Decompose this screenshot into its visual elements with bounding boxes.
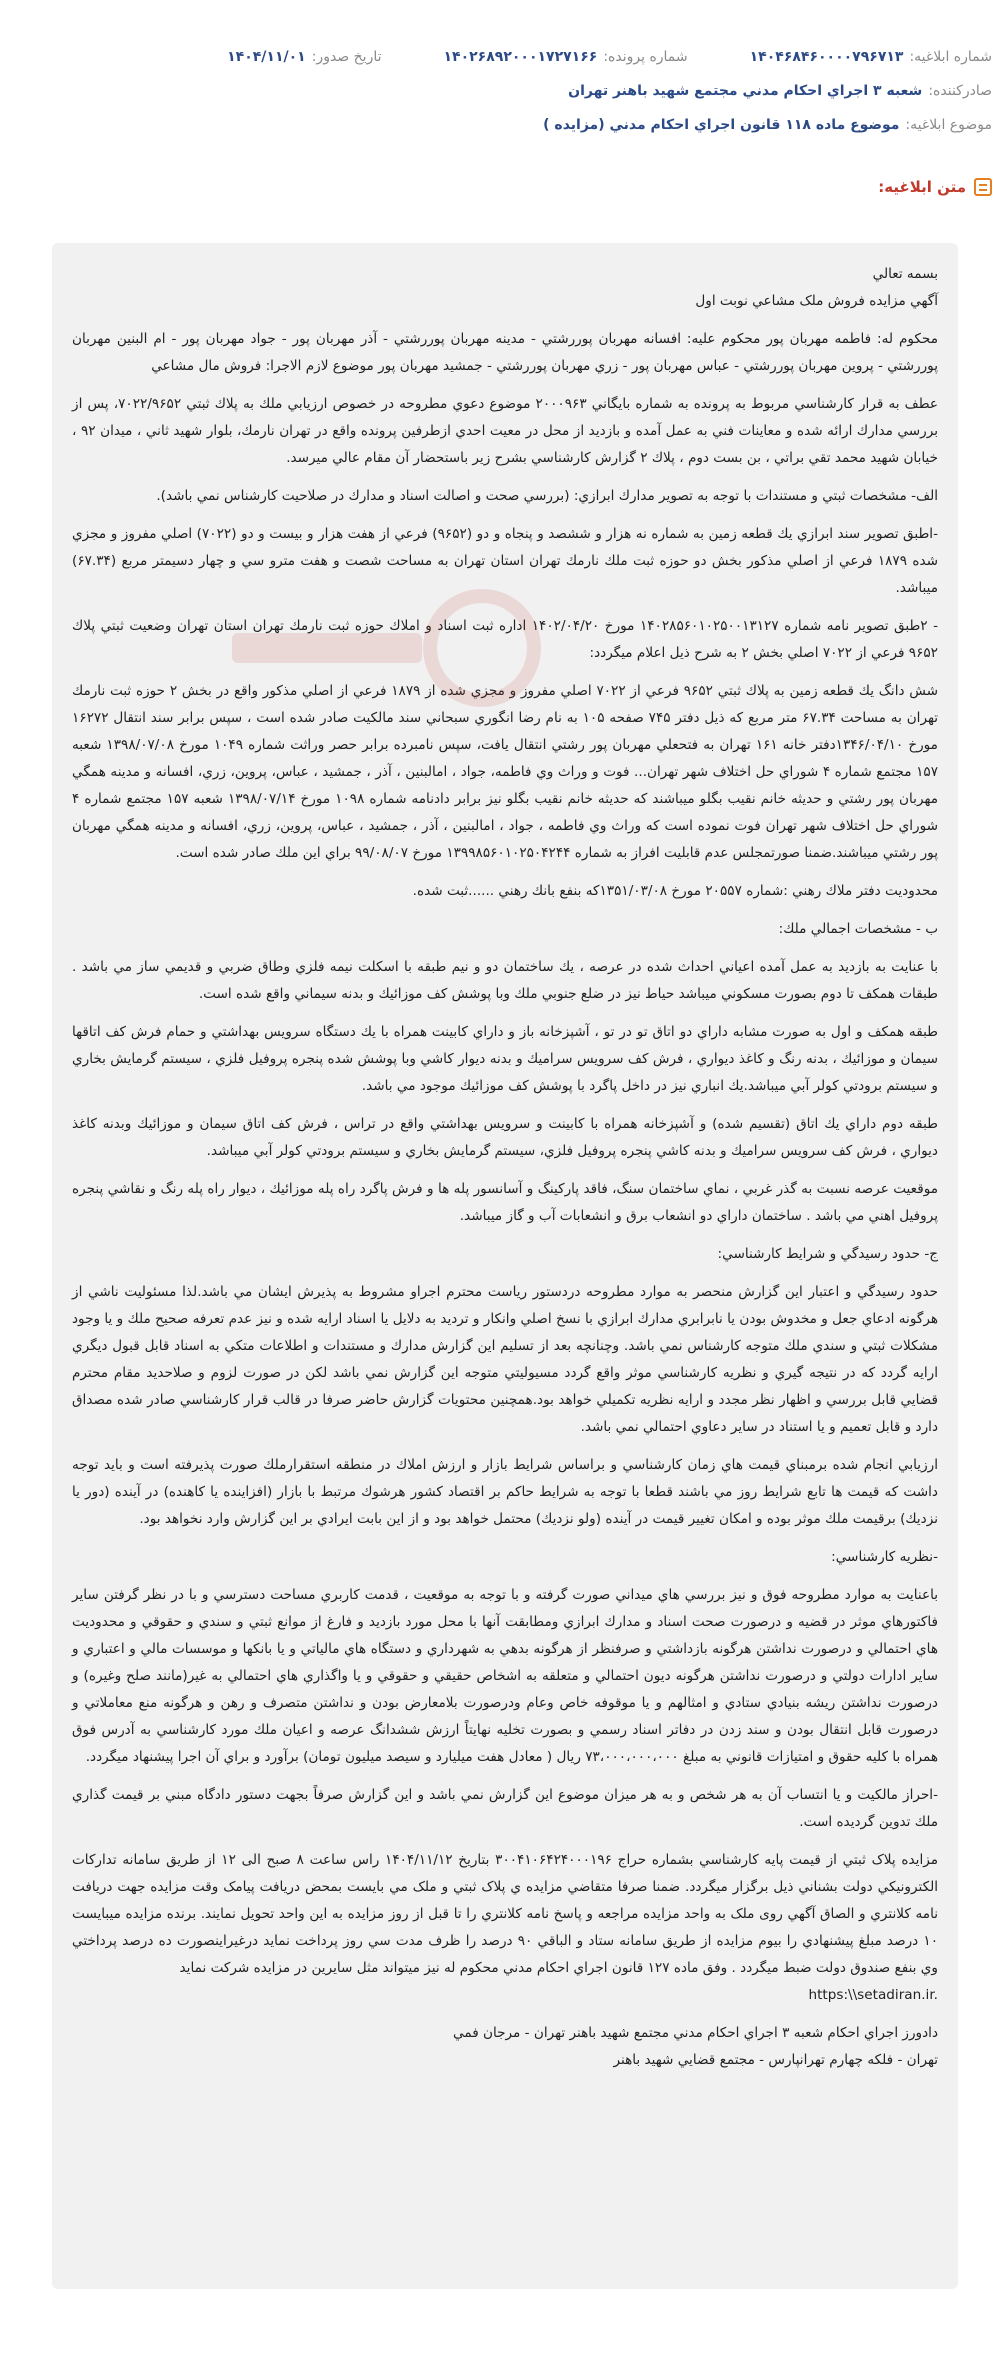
issue-date-label: تاريخ صدور:: [311, 49, 382, 65]
document-icon: [974, 178, 992, 196]
meta-row-numbers: [0, 40, 1000, 74]
expert-opinion-heading: -نظريه كارشناسي:: [831, 1549, 938, 1565]
notice-number: [750, 49, 992, 65]
signature-line: دادورز اجراي احكام شعبه ۳ اجراي احكام مدني مجتمع شهيد باهنر تهران - مرجان فمي: [453, 2025, 938, 2041]
notice-text-header: [0, 174, 992, 200]
bismillah: بسمه تعالي: [872, 266, 938, 282]
expert-opinion-paragraph: باعنايت به موارد مطروحه فوق و نيز بررسي هاي ميداني صورت گرفته و با توجه به موقعيت ، قدمت كاربري مساحت دسترسي و با در نظر گرفتن ساير فاكتورهاي موثر در قضيه و درصورت صحت اسناد و مدارك ابرازي ومطابقت آنها با محل مورد بازديد و فارغ از موانع ثبتي و سندي و حقوقي و محدوديت هاي احتمالي و درصورت نداشتن هرگونه بازداشتي و صرفنظر از هرگونه بدهي به شهرداري و دستگاه هاي مالياتي و يا بانكها و موسسات مالي و اعتباري و ساير ادارات دولتي و درصورت نداشتن هرگونه ديون احتمالي و متعلقه به اشخاص حقيقي و حقوقي و يا واگذاري هاي احتمالي به غير(مانند صلح وغيره) و درصورت نداشتن ريشه بنيادي ستادي و امثالهم و يا موقوفه خاص وعام ودرصورت بلامعارض بودن و نداشتن متصرف و رهن و هرگونه منع معاملاتي و درصورت قابل انتقال بودن و سند زدن در دفاتر اسناد رسمي و بصورت تخليه نهايتاً ارزش ششدانگ عرصه و اعيان ملك مورد كارشناسي به آدرس فوق همراه با كليه حقوق و امتيازات قانوني به مبلغ ۷۳،۰۰۰،۰۰۰،۰۰۰ ريال ( معادل هفت ميليارد و سيصد ميليون تومان) برآورد و براي آن اجرا پيشنهاد ميگردد.: [72, 1587, 938, 1765]
second-floor-paragraph: طبقه دوم داراي يك اتاق (تقسيم شده) و آشپزخانه همراه با كابينت و سرويس بهداشتي واقع در تراس ، فرش كف اتاق سيمان و موزائيك وبدنه كاغذ ديواري ، فرش كف سرويس سراميك و بدنه كاشي پنجره پروفيل فلزي، سيستم گرمايش بخاري و سيستم برودتي كولر آبي ميباشد.: [72, 1116, 938, 1159]
subject-label: موضوع ابلاغيه:: [905, 117, 992, 133]
deed-paragraph: -اطبق تصوير سند ابرازي يك قطعه زمين به شماره نه هزار و ششصد و پنجاه و دو (۹۶۵۲) فرعي از هفت هزار و بيست و دو (۷۰۲۲) اصلي مفروز و مجزي شده ۱۸۷۹ فرعي از اصلي مذكور بخش دو حوزه ثبت ملك نارمك تهران استان تهران به مساحت شصت و هفت مترو سي و چهار دسيمتر مربع (۶۷.۳۴) ميباشد.: [72, 526, 939, 596]
ground-floor-paragraph: طبقه همكف و اول به صورت مشابه داراي دو اتاق تو در تو ، آشپزخانه باز و داراي كابينت همراه با يك دستگاه سرويس بهداشتي و حمام فرش كف اتاقها سيمان و موزائيك ، بدنه رنگ و كاغذ ديواري ، فرش كف سرويس سراميك و بدنه ديوار كاشي وبا پوشش شده پنجره پروفيل فلزي ، سيستم گرمايش بخاري و سيستم برودتي كولر آبي ميباشد.يك انباري نيز در داخل پاگرد با پوشش كف موزائيك موجود مي باشد.: [72, 1024, 938, 1094]
section-c-heading: ج- حدود رسيدگي و شرايط كارشناسي:: [717, 1246, 938, 1262]
building-paragraph: با عنايت به بازديد به عمل آمده اعياني احداث شده در عرصه ، يك ساختمان دو و نيم طبقه با اسكلت نيمه فلزي وطاق ضربي و قديمي ساز مي باشد . طبقات همكف تا دوم بصورت مسكوني ميباشد حياط نيز در ضلع جنوبي ملك وبا پوشش كف موزائيك و بدنه سيماني واقع شده است.: [72, 959, 938, 1002]
case-number-value: ۱۴۰۲۶۸۹۲۰۰۰۱۷۲۷۱۶۶: [443, 49, 598, 65]
notice-title: آگهي مزايده فروش ملک مشاعي نوبت اول: [695, 293, 938, 309]
meta-row-issuer: [0, 74, 1000, 108]
location-paragraph: موقعيت عرصه نسبت به گذر غربي ، نماي ساختمان سنگ، فاقد پاركينگ و آسانسور پله ها و فرش پاگرد راه پله موزائيك ، ديوار راه پله رنگ و نقاشي پنجره پروفيل اهني مي باشد . ساختمان داراي دو انشعاب برق و انشعابات آب و گاز ميباشد.: [72, 1181, 938, 1224]
case-number-label: شماره پرونده:: [603, 49, 688, 65]
notice-number-value: ۱۴۰۴۶۸۴۶۰۰۰۰۷۹۶۷۱۳: [749, 49, 904, 65]
section-a-heading: الف- مشخصات ثبتي و مستندات با توجه به تصوير مدارك ابرازي: (بررسي صحت و اصالت اسناد و مدارك در صلاحيت كارشناس نمي باشد).: [156, 488, 938, 504]
subject-value: موضوع ماده ۱۱۸ قانون اجراي احكام مدني (مزايده ): [543, 117, 900, 133]
case-number: [444, 49, 688, 65]
scope-paragraph: حدود رسيدگي و اعتبار اين گزارش منحصر به موارد مطروحه دردستور رياست محترم اجراو مشروط به پذيرش ايشان مي باشد.لذا مسئوليت ناشي از هرگونه ادعاي جعل و مخدوش بودن يا نابرابري مدارك ابرازي با نسخ اصلي وانكار و ترديد به دلايل يا اسناد ارايه شده و نيز عدم تعرفه صحيح ملك و يا وجود مشكلات ثبتي و سندي ملك متوجه كارشناس نمي باشد. وچنانچه بعد از تسليم اين گزارش مدارك و مستندات و اطلاعات متكي به اسناد قابل قبول ديگري ارايه گردد كه در نتيجه گيري و نظريه كارشناسي موثر واقع گردد مسيوليتي متوجه اين گزارش نمي باشد لكن در صورت لزوم و صلاحديد مقام محترم قضايي قابل بررسي و اظهار نظر مجدد و ارايه نظريه تكميلي خواهد بود.همچنين محتويات گزارش حاضر صرفا در قالب قرار كارشناسي صادر شده مصداق دارد و قابل تعميم و يا استناد در ساير دعاوي احتمالي نمي باشد.: [72, 1284, 938, 1435]
notice-text-title: متن ابلاغيه:: [878, 178, 966, 196]
setad-url[interactable]: https:\\setadiran.ir.: [808, 1987, 938, 2003]
notice-number-label: شماره ابلاغيه:: [909, 49, 992, 65]
intro-paragraph: عطف به قرار کارشناسي مربوط به پرونده به شماره بايگاني ۲۰۰۰۹۶۳ موضوع دعوي مطروحه در خصوص ارزيابي ملك به پلاك ثبتي ۷۰۲۲/۹۶۵۲، پس از بررسي مدارك ارائه شده و معاينات فني به عمل آمده و بازديد از محل در معيت احدي ازطرفين پرونده واقع در تهران نارمك، بلوار شهيد ثاني ، ميدان ۹۲ ، خيابان شهيد محمد تقي براتي ، بن بست دوم ، پلاك ۲ گزارش كارشناسي بشرح زير باستحضار آن مقام عالي ميرسد.: [72, 396, 938, 466]
issuer-value: شعبه ۳ اجراي احکام مدني مجتمع شهيد باهنر تهران: [568, 83, 923, 99]
parties-paragraph: محکوم له: فاطمه مهربان پور محکوم عليه: افسانه مهربان پوررشتي - مدينه مهربان پوررشتي - آذر مهربان پور - جواد مهربان پور - ام البنين مهربان پوررشتي - پروين مهربان پوررشتي - عباس مهربان پور - زري مهربان پوررشتي - جمشيد مهربان پور موضوع لازم الاجرا: فروش مال مشاعي: [72, 331, 938, 374]
registry-letter-paragraph: - ۲طبق تصوير نامه شماره ۱۴۰۲۸۵۶۰۱۰۲۵۰۰۱۳۱۲۷ مورخ ۱۴۰۲/۰۴/۲۰ اداره ثبت اسناد و املاك حوزه ثبت نارمك تهران استان تهران وضعيت ثبتي پلاك ۹۶۵۲ فرعي از ۷۰۲۲ اصلي بخش ۲ به شرح ذيل اعلام ميگردد:: [72, 618, 938, 661]
meta-row-subject: [0, 108, 1000, 142]
issuer-label: صادرکننده:: [928, 83, 992, 99]
mortgage-paragraph: محدوديت دفتر ملاك رهني :شماره ۲۰۵۵۷ مورخ ۱۳۵۱/۰۳/۰۸كه بنفع بانك رهني ......ثبت شده.: [412, 883, 938, 899]
issue-date: [227, 49, 381, 65]
section-b-heading: ب - مشخصات اجمالي ملك:: [778, 921, 938, 937]
notice-body: [52, 243, 958, 2289]
issue-date-value: ۱۴۰۴/۱۱/۰۱: [227, 49, 306, 65]
ownership-note-paragraph: -احراز مالكيت و يا انتساب آن به هر شخص و به هر ميزان موضوع اين گزارش نمي باشد و اين گزارش صرفاً بجهت دستور دادگاه مبني بر قيمت گذاري ملك تدوين گرديده است.: [72, 1787, 938, 1830]
address-line: تهران - فلکه چهارم تهرانپارس - مجتمع قضايي شهيد باهنر: [613, 2052, 938, 2068]
auction-paragraph: مزايده پلاک ثبتي از قيمت پايه کارشناسي بشماره حراج ۳۰۰۴۱۰۶۴۲۴۰۰۰۱۹۶ بتاريخ ۱۴۰۴/۱۱/۱۲ راس ساعت ۸ صبح الی ۱۲ از طريق سامانه تداركات الکترونيکي دولت بشناني ذيل برگزار ميگردد. ضمنا صرفا متقاضي مزايده ي پلاک ثبتي و ملک مي بايست بمحض دريافت پيامک وقت مزايده جهت دريافت نامه کلانتري و الصاق آگهي روی ملک به واحد مزايده مراجعه و پاسخ نامه کلانتري را تا قبل از روز مزايده به اين واحد تحويل نمايند. برنده مزايده ميبايست ۱۰ درصد مبلغ پيشنهادي را بيوم مزايده از طريق سامانه ستاد و الباقي ۹۰ درصد را ظرف مدت سي روز پرداخت نمايد درغيراينصورت ده درصد پرداختي وي بنفع صندوق دولت ضبط ميگردد . وفق ماده ۱۲۷ قانون اجراي احكام مدني محکوم له نيز ميتواند مثل سايرين در مزايده شرکت نمايد: [72, 1852, 938, 1976]
notice-page: [0, 40, 1000, 2353]
valuation-basis-paragraph: ارزيابي انجام شده برمبناي قيمت هاي زمان كارشناسي و براساس شرايط بازار و ارزش املاك در منطقه استقرارملك صورت پذيرفته است و بايد توجه داشت كه قيمت ها تابع شرايط روز مي باشند قطعا با توجه به شرايط حاكم بر اقتصاد كشور هرشوك مرتبط با بازار (افزاينده يا كاهنده) در آينده (دور يا نزديك) برقيمت ملك موثر بوده و امكان تغيير قيمت در آينده (ولو نزديك) محتمل خواهد بود و از اين بابت ايرادي بر اين گزارش وارد نخواهد بود.: [72, 1457, 938, 1527]
setad-link[interactable]: [72, 1982, 938, 2009]
ownership-history-paragraph: شش دانگ يك قطعه زمين به پلاك ثبتي ۹۶۵۲ فرعي از ۷۰۲۲ اصلي مفروز و مجزي شده از ۱۸۷۹ فرعي از اصلي مذكور واقع در بخش ۲ حوزه ثبت نارمك تهران به مساحت ۶۷.۳۴ متر مربع كه ذيل دفتر ۷۴۵ صفحه ۱۰۵ به نام رضا انگوري سبحاني سند مالكيت صادر شده است ، سپس برابر سند انتقال ۱۶۲۷۲ مورخ ۱۳۴۶/۰۴/۱۰دفتر خانه ۱۶۱ تهران به فتحعلي مهربان پور رشتي انتقال يافت، سپس نامبرده برابر حصر وراثت شماره ۱۰۴۹ مورخ ۱۳۹۸/۰۷/۰۸ شعبه ۱۵۷ مجتمع شماره ۴ شوراي حل اختلاف شهر تهران... فوت و وراث وي فاطمه، جواد ، امالبنين ، آذر ، جمشيد ، عباس، پروين، زري، افسانه و مدينه همگي مهربان پور رشتي و حديثه خانم نقيب بگلو ميباشند كه حديثه خانم نقيب بگلو نيز برابر دادنامه شماره ۱۰۹۸ مورخ ۱۳۹۸/۰۷/۱۴ شعبه ۱۵۷ مجتمع شماره ۴ شوراي حل اختلاف شهر تهران فوت نموده است كه وراث وي فاطمه ، جواد ، امالبنين ، آذر ، جمشيد ، عباس، پروين، زري، افسانه و مدينه همگي مهربان پور رشتي ميباشند.ضمنا صورتمجلس عدم قابليت افراز به شماره ۱۳۹۹۸۵۶۰۱۰۲۵۰۴۲۴۴ مورخ ۹۹/۰۸/۰۷ براي اين ملك صادر شده است.: [72, 683, 939, 861]
